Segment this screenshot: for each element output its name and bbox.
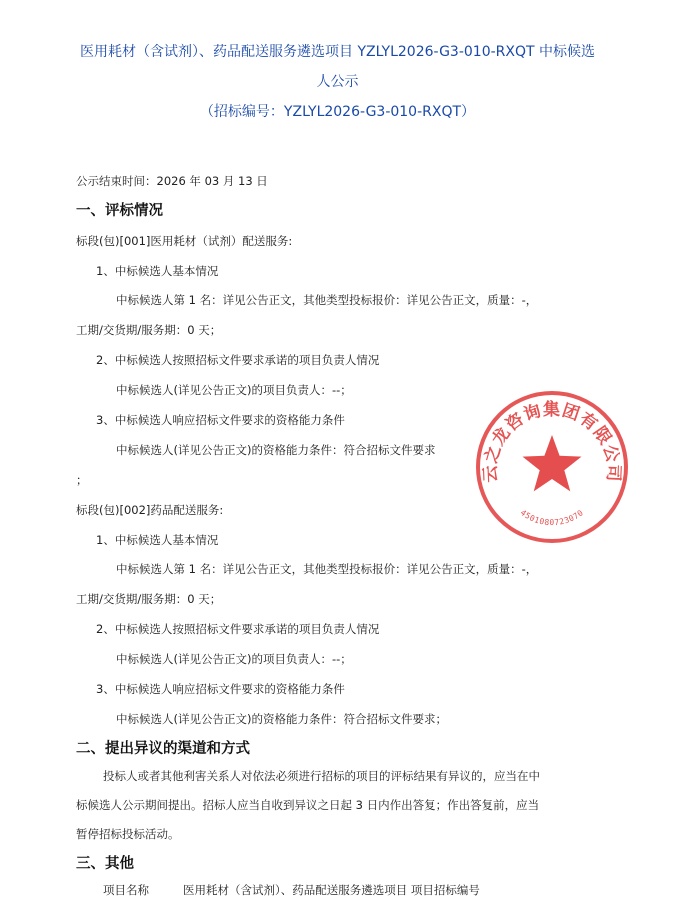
lot1-item3-title: 3、中标候选人响应招标文件要求的资格能力条件 (96, 413, 345, 427)
lot2-item2-text: 中标候选人(详见公告正文)的项目负责人：--； (116, 652, 352, 666)
lot1-item1-text-a: 中标候选人第 1 名：详见公告正文，其他类型投标报价：详见公告正文，质量：-， (116, 293, 538, 307)
lot1-item1-text-b: 工期/交货期/服务期：0 天； (76, 323, 222, 337)
lot2-item1-title: 1、中标候选人基本情况 (96, 533, 219, 547)
section1-heading: 一、评标情况 (76, 203, 163, 219)
notice-end-time: 公示结束时间：2026 年 03 月 13 日 (76, 174, 268, 188)
project-name-label: 项目名称 (103, 883, 149, 897)
section2-para-line2: 标候选人公示期间提出。招标人应当自收到异议之日起 3 日内作出答复；作出答复前，应当 (76, 798, 540, 812)
lot2-item1-text-a: 中标候选人第 1 名：详见公告正文，其他类型投标报价：详见公告正文，质量：-， (116, 562, 538, 576)
lot1-item2-title: 2、中标候选人按照招标文件要求承诺的项目负责人情况 (96, 353, 380, 367)
lot2-label: 标段(包)[002]药品配送服务: (76, 503, 224, 517)
section3-heading: 三、其他 (76, 856, 134, 872)
svg-text:云之龙咨询集团有限公司: 云之龙咨询集团有限公司 (480, 399, 624, 483)
lot2-item3-text: 中标候选人(详见公告正文)的资格能力条件：符合招标文件要求； (116, 712, 447, 726)
section2-para-line1: 投标人或者其他利害关系人对依法必须进行招标的项目的评标结果有异议的，应当在中 (103, 769, 540, 783)
lot1-item1-title: 1、中标候选人基本情况 (96, 264, 219, 278)
tender-code: （招标编号：YZLYL2026-G3-010-RXQT） (199, 104, 476, 120)
project-name-value: 医用耗材（含试剂）、药品配送服务遴选项目 项目招标编号 (183, 883, 480, 897)
notice-title-line1: 医用耗材（含试剂）、药品配送服务遴选项目 YZLYL2026-G3-010-RXQT 中标候选 (80, 44, 595, 60)
lot1-label: 标段(包)[001]医用耗材（试剂）配送服务: (76, 234, 293, 248)
seal-star-icon (523, 435, 582, 491)
section2-para-line3: 暂停招标投标活动。 (76, 827, 180, 841)
lot1-item3-text: 中标候选人(详见公告正文)的资格能力条件：符合招标文件要求 (116, 443, 436, 457)
lot1-item2-text: 中标候选人(详见公告正文)的项目负责人：--； (116, 383, 352, 397)
lot2-item3-title: 3、中标候选人响应招标文件要求的资格能力条件 (96, 682, 345, 696)
company-seal (472, 387, 632, 547)
svg-text:4501080723070: 4501080723070 (518, 508, 586, 528)
lot2-item1-text-b: 工期/交货期/服务期：0 天； (76, 592, 222, 606)
notice-title-line2: 人公示 (316, 74, 359, 90)
section2-heading: 二、提出异议的渠道和方式 (76, 741, 250, 757)
lot2-item2-title: 2、中标候选人按照招标文件要求承诺的项目负责人情况 (96, 622, 380, 636)
separator-mark: ； (76, 473, 88, 487)
